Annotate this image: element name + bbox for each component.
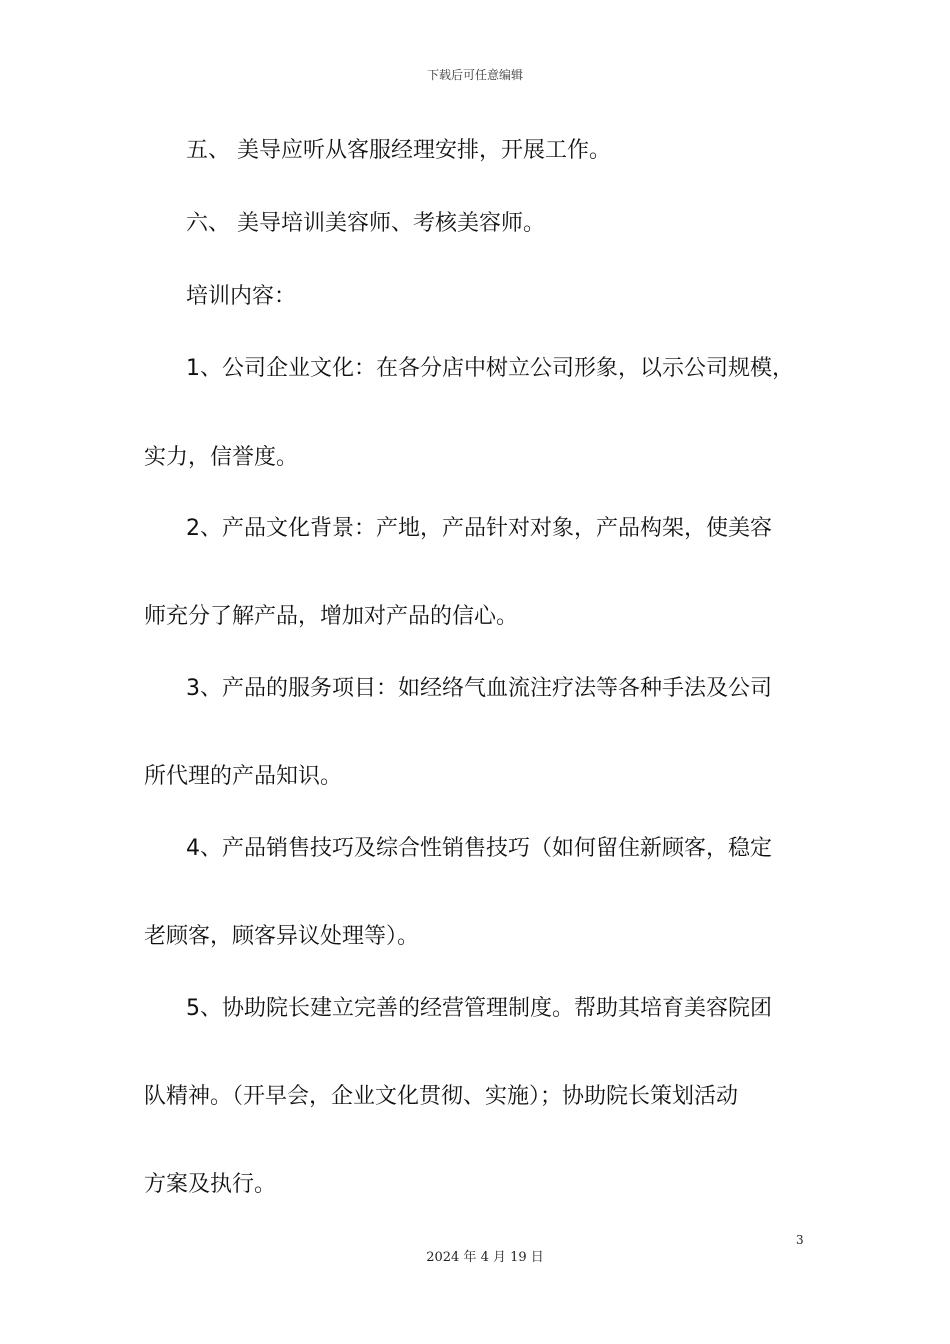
paragraph-line: 六、 美导培训美容师、考核美容师。 [186, 211, 545, 236]
paragraph-line: 五、 美导应听从客服经理安排，开展工作。 [186, 138, 611, 163]
page-footer-date: 2024 年 4 月 19 日 [426, 1250, 544, 1265]
paragraph-line: 实力，信誉度。 [144, 445, 299, 470]
paragraph-line: 队精神。（开早会，企业文化贯彻、实施）；协助院长策划活动 [144, 1084, 739, 1109]
paragraph-line: 3、产品的服务项目：如经络气血流注疗法等各种手法及公司 [186, 676, 772, 701]
page-header: 下载后可任意编辑 [426, 68, 523, 82]
paragraph-line: 1、公司企业文化：在各分店中树立公司形象，以示公司规模， [186, 356, 794, 381]
paragraph-line: 师充分了解产品，增加对产品的信心。 [144, 604, 519, 629]
section-heading: 培训内容： [186, 284, 297, 309]
paragraph-line: 5、协助院长建立完善的经营管理制度。帮助其培育美容院团 [186, 996, 772, 1021]
paragraph-line: 4、产品销售技巧及综合性销售技巧（如何留住新顾客，稳定 [186, 836, 772, 861]
page-number: 3 [796, 1233, 804, 1247]
paragraph-line: 方案及执行。 [144, 1172, 277, 1197]
paragraph-line: 2、产品文化背景：产地，产品针对对象，产品构架，使美容 [186, 516, 772, 541]
paragraph-line: 老顾客，顾客异议处理等）。 [144, 924, 420, 949]
paragraph-line: 所代理的产品知识。 [144, 764, 343, 789]
